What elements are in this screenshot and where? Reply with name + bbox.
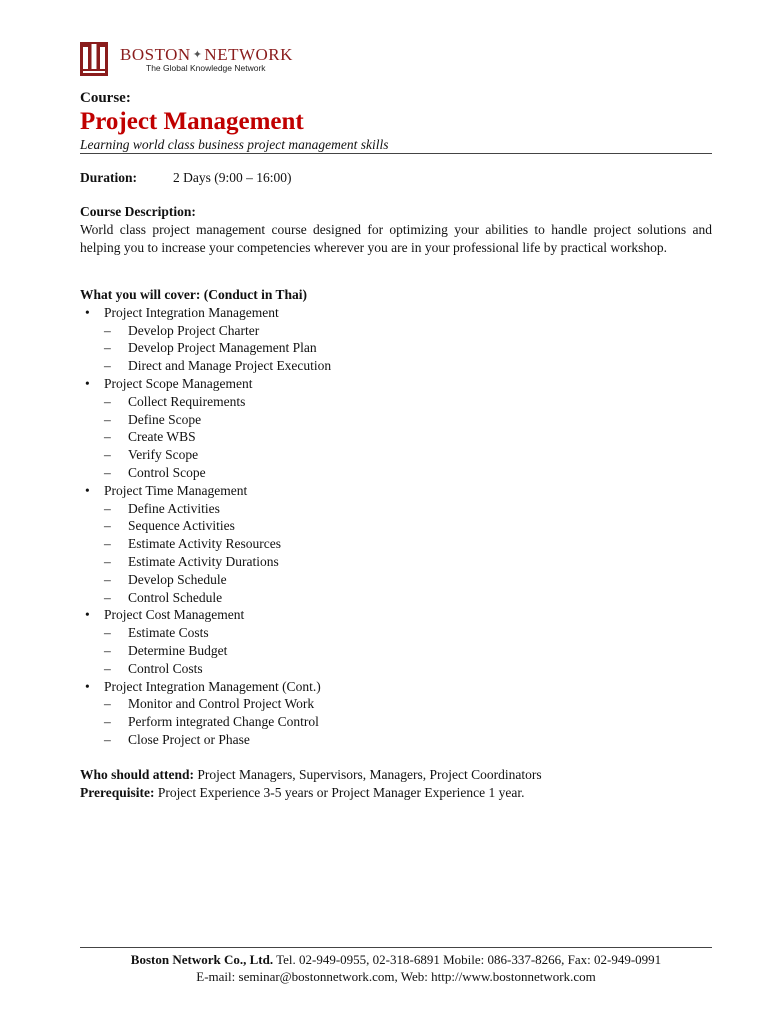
bullet-icon: •	[85, 304, 90, 320]
dash-icon: –	[104, 447, 111, 463]
subtopic-text: Determine Budget	[128, 642, 228, 658]
cover-section	[80, 286, 712, 749]
subtopic-item	[104, 428, 712, 446]
subtopic-item	[104, 624, 712, 642]
logo-star-icon: ✦	[192, 49, 203, 61]
subtopic-text: Perform integrated Change Control	[128, 714, 319, 730]
duration-label: Duration:	[80, 170, 137, 185]
logo-tagline: The Global Knowledge Network	[146, 63, 266, 73]
subtopic-item	[104, 571, 712, 589]
subtopic-list	[104, 393, 712, 482]
footer	[80, 951, 712, 985]
subtopic-text: Define Scope	[128, 411, 202, 427]
dash-icon: –	[104, 411, 111, 427]
duration-value: 2 Days (9:00 – 16:00)	[173, 170, 292, 185]
dash-icon: –	[104, 393, 111, 409]
dash-icon: –	[104, 340, 111, 356]
subtopic-item	[104, 713, 712, 731]
topic-item	[80, 606, 712, 677]
dash-icon: –	[104, 696, 111, 712]
dash-icon: –	[104, 358, 111, 374]
subtopic-text: Create WBS	[128, 429, 196, 445]
subtopic-item	[104, 322, 712, 340]
course-title: Project Management	[80, 108, 304, 135]
subtopic-item	[104, 589, 712, 607]
footer-company: Boston Network Co., Ltd.	[130, 952, 274, 967]
subtopic-text: Verify Scope	[128, 447, 199, 463]
topic-item	[80, 375, 712, 482]
subtopic-item	[104, 411, 712, 429]
bullet-icon: •	[85, 375, 90, 391]
footer-contact-line	[80, 951, 712, 968]
bullet-icon: •	[85, 607, 90, 623]
footer-web-line: E-mail: seminar@bostonnetwork.com, Web: http://www.bostonnetwork.com	[196, 969, 596, 984]
description-label: Course Description:	[80, 204, 196, 219]
company-logo	[80, 40, 320, 76]
dash-icon: –	[104, 625, 111, 641]
dash-icon: –	[104, 714, 111, 730]
subtopic-item	[104, 517, 712, 535]
who-should-attend	[80, 766, 712, 784]
subtopic-text: Estimate Activity Resources	[128, 536, 281, 552]
course-subtitle: Learning world class business project management skills	[80, 137, 389, 152]
topic-title: Project Integration Management (Cont.)	[104, 678, 321, 694]
dash-icon: –	[104, 464, 111, 480]
subtopic-item	[104, 695, 712, 713]
cover-heading: What you will cover: (Conduct in Thai)	[80, 287, 308, 302]
dash-icon: –	[104, 518, 111, 534]
topic-item	[80, 482, 712, 607]
topic-item	[80, 304, 712, 375]
attend-value: Project Managers, Supervisors, Managers, Project Coordinators	[197, 767, 542, 782]
logo-building-icon	[80, 42, 108, 76]
subtopic-item	[104, 446, 712, 464]
subtopic-text: Control Costs	[128, 660, 203, 676]
dash-icon: –	[104, 642, 111, 658]
dash-icon: –	[104, 429, 111, 445]
footer-divider	[80, 947, 712, 948]
prerequisite	[80, 784, 712, 802]
subtopic-text: Develop Schedule	[128, 571, 227, 587]
subtopic-text: Develop Project Charter	[128, 322, 260, 338]
subtopic-text: Control Scope	[128, 464, 206, 480]
prerequisite-label: Prerequisite:	[80, 784, 155, 800]
dash-icon: –	[104, 322, 111, 338]
subtopic-item	[104, 464, 712, 482]
subtopic-item	[104, 500, 712, 518]
subtopic-list	[104, 322, 712, 375]
attend-label: Who should attend:	[80, 767, 195, 782]
course-label: Course:	[80, 90, 131, 106]
subtopic-item	[104, 357, 712, 375]
prerequisite-value: Project Experience 3-5 years or Project Manager Experience 1 year.	[157, 784, 525, 800]
bullet-icon: •	[85, 678, 90, 694]
dash-icon: –	[104, 553, 111, 569]
duration-row	[80, 169, 712, 187]
subtopic-item	[104, 642, 712, 660]
topic-list	[80, 304, 712, 749]
subtopic-item	[104, 393, 712, 411]
dash-icon: –	[104, 660, 111, 676]
subtopic-text: Sequence Activities	[128, 518, 235, 534]
dash-icon: –	[104, 571, 111, 587]
subtopic-text: Define Activities	[128, 500, 220, 516]
subtopic-list	[104, 500, 712, 607]
description-text: World class project management course designed for optimizing your abilities to handle project solutions and helping you to increase your competencies wherever you are in your professional life by practical workshop.	[80, 221, 712, 255]
dash-icon: –	[104, 589, 111, 605]
dash-icon: –	[104, 500, 111, 516]
topic-title: Project Cost Management	[104, 607, 245, 623]
subtopic-item	[104, 553, 712, 571]
footer-contact: Tel. 02-949-0955, 02-318-6891 Mobile: 086-337-8266, Fax: 02-949-0991	[276, 952, 662, 967]
subtopic-text: Close Project or Phase	[128, 731, 250, 747]
attendance-section	[80, 766, 712, 802]
topic-title: Project Time Management	[104, 482, 248, 498]
topic-item	[80, 678, 712, 749]
subtopic-list	[104, 624, 712, 677]
subtopic-item	[104, 660, 712, 678]
topic-title: Project Integration Management	[104, 304, 279, 320]
subtopic-text: Direct and Manage Project Execution	[128, 358, 332, 374]
subtopic-text: Monitor and Control Project Work	[128, 696, 315, 712]
subtopic-text: Estimate Activity Durations	[128, 553, 279, 569]
subtopic-text: Develop Project Management Plan	[128, 340, 317, 356]
topic-title: Project Scope Management	[104, 375, 253, 391]
dash-icon: –	[104, 731, 111, 747]
subtopic-text: Collect Requirements	[128, 393, 246, 409]
subtopic-text: Control Schedule	[128, 589, 223, 605]
subtopic-text: Estimate Costs	[128, 625, 209, 641]
header-divider	[80, 153, 712, 154]
subtopic-list	[104, 695, 712, 748]
subtopic-item	[104, 339, 712, 357]
dash-icon: –	[104, 536, 111, 552]
subtopic-item	[104, 535, 712, 553]
subtopic-item	[104, 731, 712, 749]
bullet-icon: •	[85, 482, 90, 498]
course-description	[80, 203, 712, 256]
logo-wordmark: BOSTON ✦ NETWORK	[120, 45, 293, 64]
